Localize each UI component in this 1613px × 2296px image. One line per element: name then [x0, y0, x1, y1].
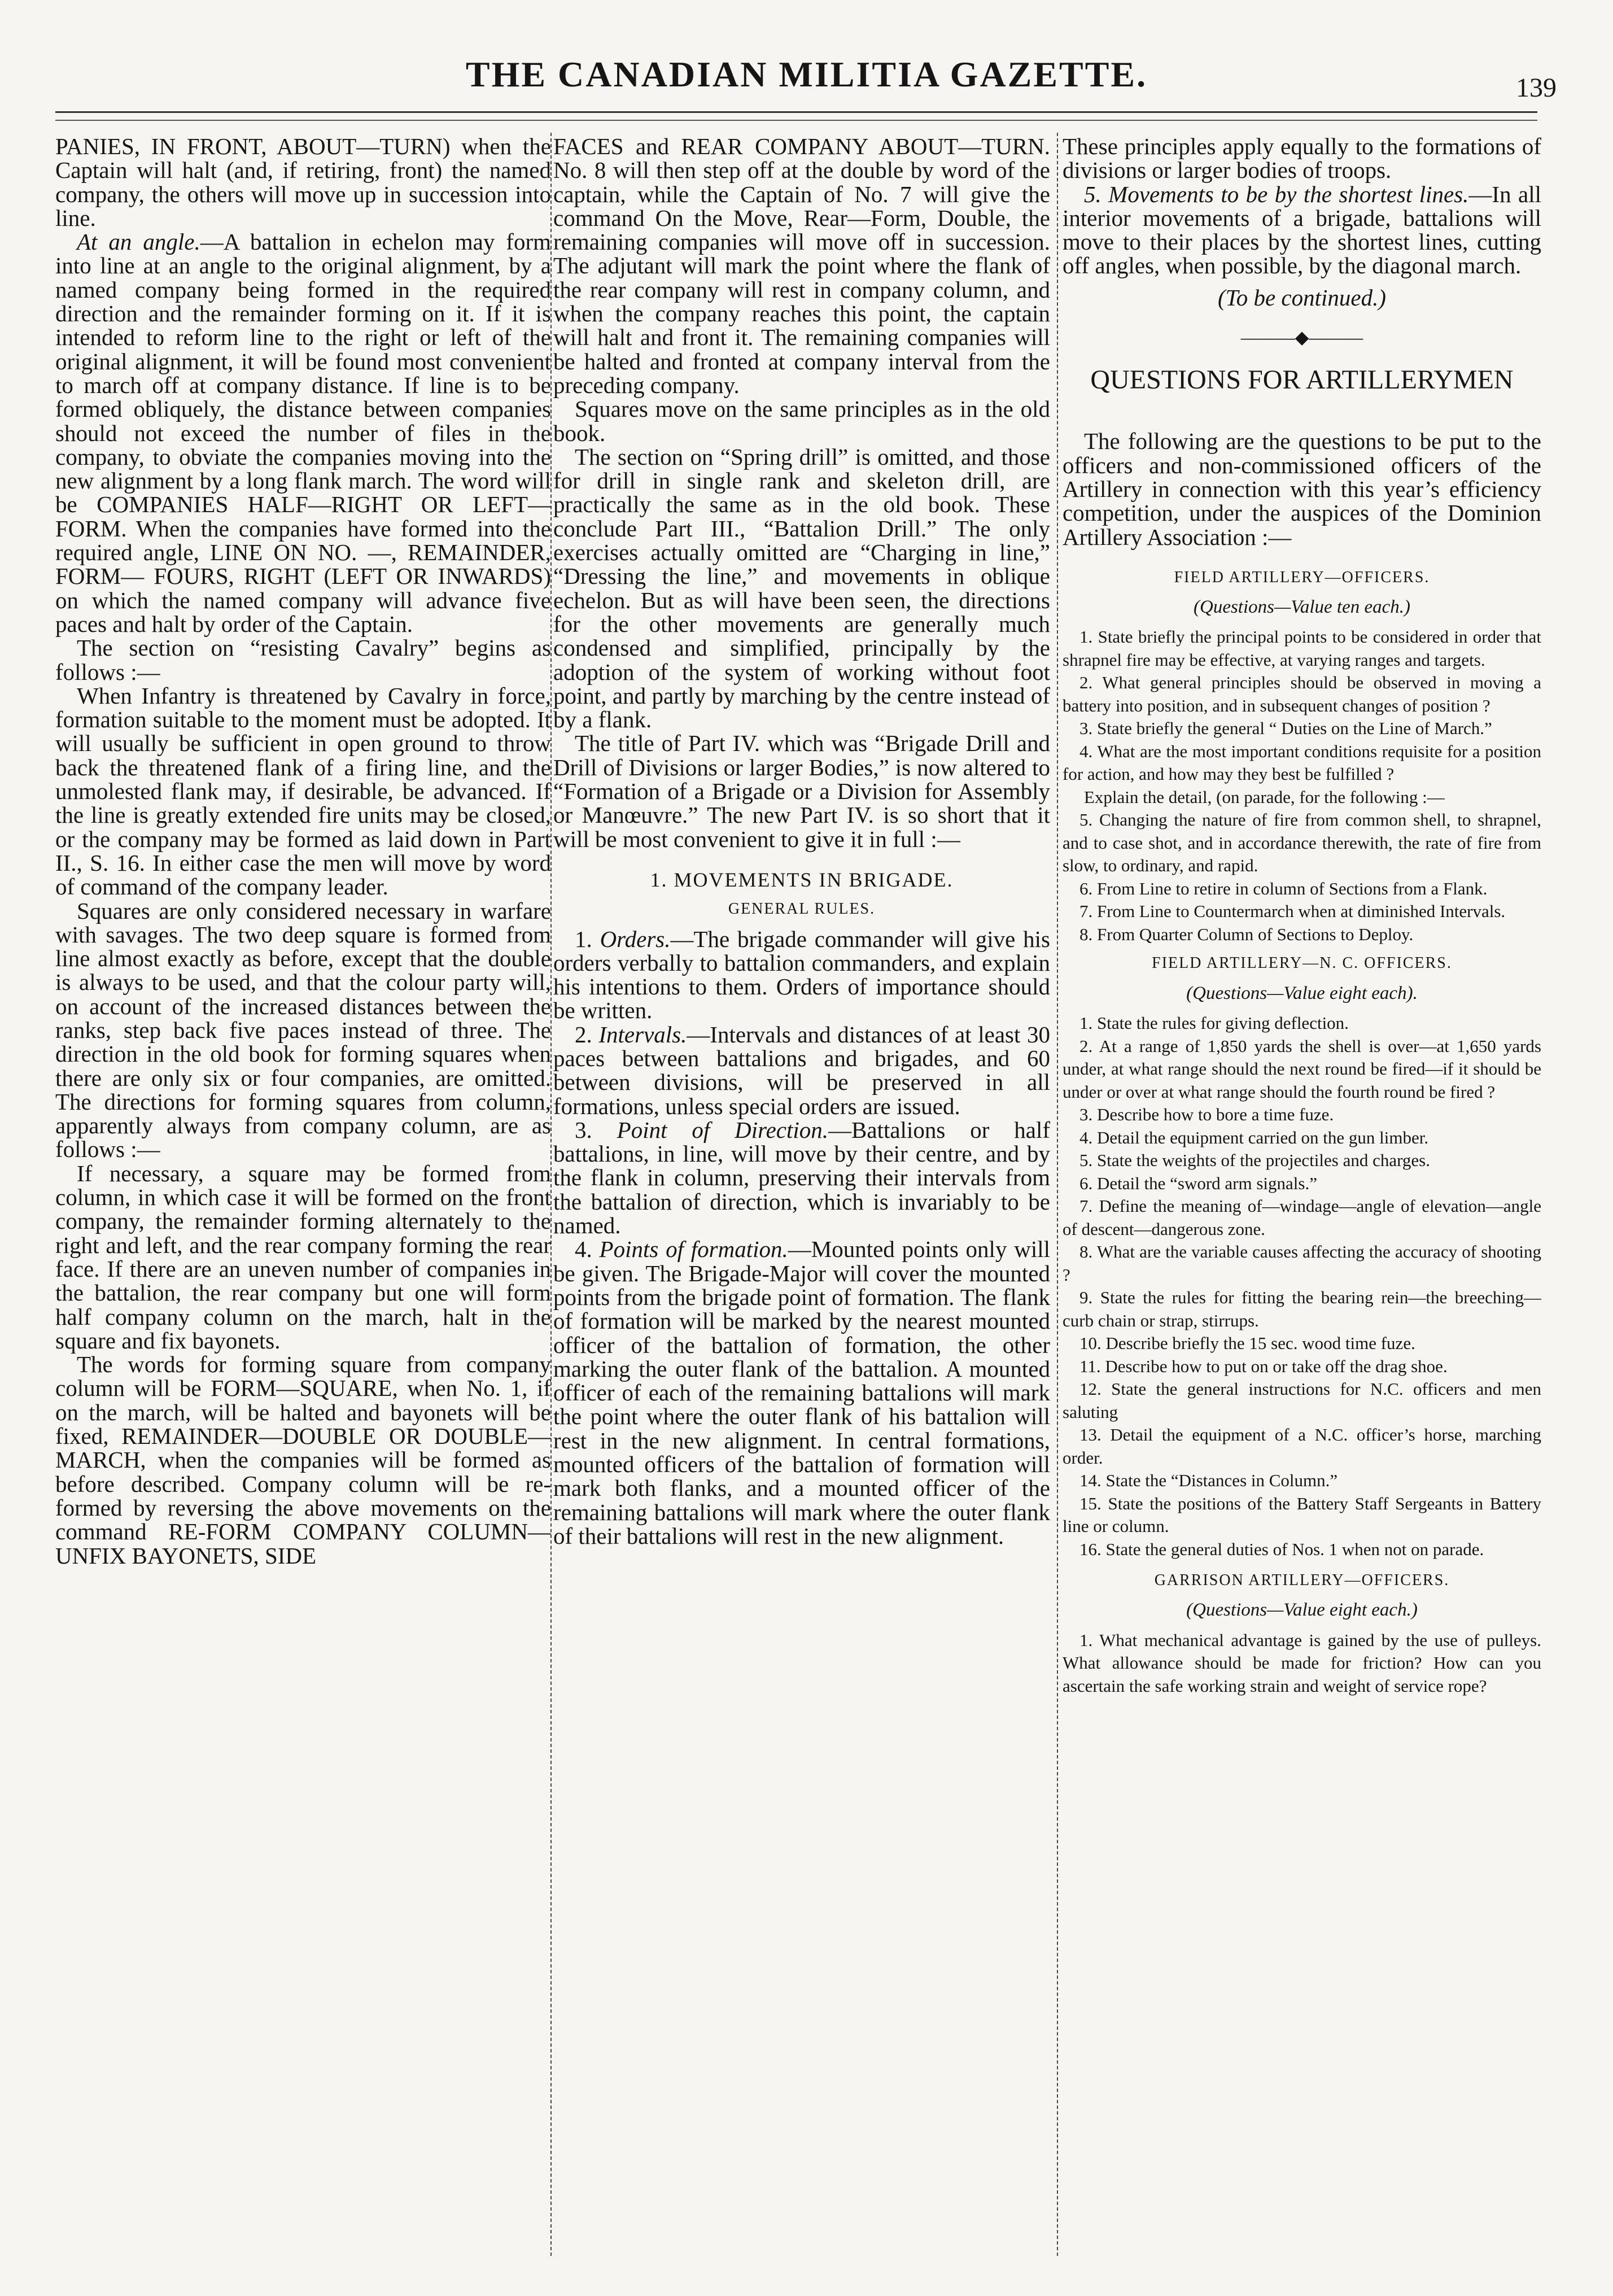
paragraph: FACES and REAR COMPANY ABOUT—TURN. No. 8 will then step off at the double by word of the captain, while the Captain of No. 7 will give the command On the Move, Rear—Form, Double, the remaining companies will move off in succession. The adjutant will mark the point where the flank of the rear company will rest in company column, and when the company reaches this point, the captain will halt and front it. The remaining companies will be halted and fronted at company interval from the preceding company. — [553, 134, 1050, 398]
inline-heading: Intervals. — [598, 1021, 687, 1047]
question-item: 7. From Line to Countermarch when at diminished Intervals. — [1079, 901, 1506, 922]
paragraph: These principles apply equally to the formations of divisions or larger bodies of troops. — [1063, 134, 1541, 184]
column-divider — [1057, 133, 1058, 2256]
paragraph-text: —Battalions or half battalions, in line, will move by their centre, and by the flank in column, preserving their intervals from the battalion of direction, which is invariably to be named. — [553, 1116, 1050, 1239]
paragraph-text: —In all interior movements of a brigade, battalions will move to their places by the shortest lines, cutting off angles, when possible, by the diagonal march. — [1063, 181, 1541, 279]
question-item: 1. State the rules for giving deflection. — [1079, 1013, 1349, 1033]
question-list — [1063, 809, 1541, 946]
paragraph — [1063, 182, 1541, 278]
continued-note: (To be continued.) — [1218, 284, 1386, 311]
column-2 — [553, 134, 1050, 2258]
question-item: 7. Define the meaning of—windage—angle of elevation—angle of descent—dangerous zone. — [1063, 1196, 1541, 1239]
question-item: 15. State the positions of the Battery Staff Sergeants in Battery line or column. — [1063, 1493, 1541, 1537]
section-subheading: (Questions—Value eight each.) — [1186, 1600, 1418, 1621]
question-item: 3. Describe how to bore a time fuze. — [1079, 1105, 1334, 1125]
header-rule-secondary — [55, 120, 1537, 121]
question-list — [1063, 1012, 1541, 1561]
quoted-paragraph: When Infantry is threatened by Cavalry in force, formation suitable to the moment must be adopted. It will usually be sufficient in open ground to throw back the threatened flank of a firing line, and the unmolested flank may, if desirable, be advanced. If the line is greatly extended fire units may be closed, or the company may be formed as laid down in Part II., S. 16. In either case the men will move by word of command of the company leader. — [55, 682, 551, 900]
section-title: 1. MOVEMENTS IN BRIGADE. — [650, 868, 954, 891]
paragraph-text: —Intervals and distances of at least 30 paces between battalions and brigades, and 60 between divisions, will be preserved in all formations, unless special orders are issued. — [553, 1021, 1050, 1119]
header-rule — [55, 111, 1537, 113]
question-item: 6. Detail the “sword arm signals.” — [1079, 1173, 1317, 1193]
column-1 — [55, 134, 551, 2258]
inline-heading: Points of formation. — [599, 1236, 788, 1263]
question-item: 8. What are the variable causes affecting the accuracy of shooting ? — [1063, 1242, 1541, 1285]
question-item: 10. Describe briefly the 15 sec. wood time fuze. — [1079, 1333, 1415, 1354]
inline-heading: Point of Direction. — [617, 1116, 829, 1143]
paragraph: The title of Part IV. which was “Brigade Drill and Drill of Divisions or larger Bodies,” is now altered to “Formation of a Brigade or a Division for Assembly or Manœuvre.” The new Part IV. is so short that it will be most convenient to give it in full :— — [553, 730, 1050, 852]
paragraph-text: —A battalion in echelon may form into line at an angle to the original alignment, by a named company being formed in the required direction and the remainder forming on it. If it is intended to reform line to the right or left of the original alignment, it will be found most convenient to march off at company distance. If line is to be formed obliquely, the distance between companies should not exceed the number of files in the company, to obviate the companies moving into the new alignment by a long flank march. The word will be COMPANIES HALF—RIGHT OR LEFT—FORM. When the companies have formed into the required angle, LINE ON NO. —, REMAINDER, FORM— FOURS, RIGHT (LEFT OR INWARDS) on which the named company will advance five paces and halt by order of the Captain. — [55, 229, 551, 637]
paragraph: The section on “Spring drill” is omitted, and those for drill in single rank and skeleton drill, are practically the same as in the old book. These conclude Part III., “Battalion Drill.” The only exercises actually omitted are “Charging in line,” “Dressing the line,” and movements in oblique echelon. But as will have been seen, the directions for the other movements are generally much condensed and simplified, principally by the adoption of the system of working without foot point, and partly by marching by the centre instead of by a flank. — [553, 443, 1050, 733]
question-list — [1063, 1629, 1541, 1698]
question-item: 1. What mechanical advantage is gained by the use of pulleys. What allowance should be made for friction? How can you ascertain the safe working strain and weight of service rope? — [1063, 1630, 1541, 1696]
question-item: 2. At a range of 1,850 yards the shell is over—at 1,650 yards under, at what range should the next round be fired—if it should be under or over at what range should the fourth round be fired ? — [1063, 1036, 1541, 1102]
question-item: 14. State the “Distances in Column.” — [1079, 1470, 1338, 1491]
rule-paragraph: 1. Orders.—The brigade commander will give his orders verbally to battalion commanders, and explain his intentions to them. Orders of importance should be written. — [553, 926, 1050, 1024]
question-list — [1063, 626, 1541, 786]
paragraph: Squares are only considered necessary in warfare with savages. The two deep square is formed from line almost exactly as before, except that the double is always to be used, and that the colour party will, on account of the increased distances between the ranks, step back five paces instead of three. The direction in the old book for forming squares when there are only six or four companies, are omitted. The directions for forming squares from column, apparently always from company column, are as follows :— — [55, 897, 551, 1163]
question-item: 9. State the rules for fitting the bearing rein—the breeching—curb chain or strap, stirrups. — [1063, 1287, 1541, 1330]
section-heading: FIELD ARTILLERY—N. C. OFFICERS. — [1152, 954, 1452, 972]
question-item: 2. What general principles should be observed in moving a battery into position, and in subsequent changes of position ? — [1063, 673, 1541, 715]
masthead-title: THE CANADIAN MILITIA GAZETTE. — [465, 54, 1148, 94]
section-subheading: (Questions—Value ten each.) — [1194, 597, 1410, 618]
paragraph-text: —Mounted points only will be given. The Brigade-Major will cover the mounted points from the brigade point of formation. The flank of formation will be marked by the nearest mounted officer of the battalion of formation, the other marking the outer flank of the battalion. A mounted officer of each of the remaining battalions will mark the point where the outer flank of his battalion will rest in the new alignment. In central formations, mounted officers of the battalion of formation will mark both flanks, and a mounted officer of the remaining battalions will mark where the outer flank of their battalions will rest in the new alignment. — [553, 1236, 1050, 1549]
question-item: 13. Detail the equipment of a N.C. officer’s horse, marching order. — [1063, 1425, 1541, 1468]
paragraph: PANIES, IN FRONT, ABOUT—TURN) when the Captain will halt (and, if retiring, front) the named company, the others will move up in succession into line. — [55, 134, 551, 231]
inline-heading: At an angle. — [77, 229, 200, 255]
paragraph — [55, 230, 551, 636]
section-heading: GARRISON ARTILLERY—OFFICERS. — [1154, 1572, 1450, 1590]
question-item: 1. State briefly the principal points to be considered in order that shrapnel fire may be effective, at varying ranges and targets. — [1063, 627, 1541, 670]
inline-heading: Orders. — [600, 926, 671, 952]
paragraph: The words for forming square from company column will be FORM—SQUARE, when No. 1, if on the march, will be halted and bayonets will be fixed, REMAINDER—DOUBLE OR DOUBLE—MARCH, when the companies will be formed as before described. Company column will be re-formed by reversing the above movements on the command RE-FORM COMPANY COLUMN—UNFIX BAYONETS, SIDE — [55, 1351, 551, 1569]
inline-heading: 5. Movements to be by the shortest lines. — [1084, 181, 1469, 207]
section-divider: ———◆——— — [1240, 327, 1363, 348]
paragraph: Squares move on the same principles as in the old book. — [553, 396, 1050, 446]
rule-paragraph: 2. Intervals.—Intervals and distances of at least 30 paces between battalions and brigades, and 60 between divisions, will be preserved in all formations, unless special orders are issued. — [553, 1021, 1050, 1119]
article-title: QUESTIONS FOR ARTILLERYMEN — [1090, 365, 1514, 395]
question-item: 11. Describe how to put on or take off the drag shoe. — [1079, 1356, 1448, 1376]
question-item: 4. What are the most important conditions requisite for a position for action, and how may they best be fulfilled ? — [1063, 741, 1541, 784]
question-item: 12. State the general instructions for N.C. officers and men saluting — [1063, 1379, 1541, 1422]
paragraph-text: —The brigade commander will give his orders verbally to battalion commanders, and explain his intentions to them. Orders of importance should be written. — [553, 926, 1050, 1024]
instruction-text: Explain the detail, (on parade, for the following :— — [1084, 787, 1445, 807]
column-3 — [1063, 134, 1541, 2258]
rule-paragraph: 3. Point of Direction.—Battalions or half battalions, in line, will move by their centre, and by the flank in column, preserving their intervals from the battalion of direction, which is invariably to be named. — [553, 1116, 1050, 1239]
section-heading: FIELD ARTILLERY—OFFICERS. — [1174, 568, 1430, 586]
question-item: 5. Changing the nature of fire from common shell, to shrapnel, and to case shot, and in accordance therewith, the rate of fire from slow, to ordinary, and rapid. — [1063, 810, 1541, 876]
question-item: 8. From Quarter Column of Sections to Deploy. — [1079, 924, 1414, 944]
page-header — [0, 0, 1613, 130]
paragraph: The following are the questions to be put to the officers and non-commissioned officers of the Artillery in connection with this year’s efficiency competition, under the auspices of the Dominion Artillery Association :— — [1063, 428, 1541, 550]
question-item: 6. From Line to retire in column of Sections from a Flank. — [1079, 878, 1488, 898]
section-subheading: (Questions—Value eight each). — [1186, 983, 1418, 1003]
quoted-paragraph: If necessary, a square may be formed from column, in which case it will be formed on the front company, the remainder forming alternately to the right and left, and the rear company forming the rear face. If there are an uneven number of companies in the battalion, the rear company but one will form half company column on the march, halt in the square and fix bayonets. — [55, 1160, 551, 1354]
question-item: 3. State briefly the general “ Duties on the Line of March.” — [1079, 718, 1492, 739]
question-item: 4. Detail the equipment carried on the gun limber. — [1079, 1127, 1429, 1147]
question-item: 16. State the general duties of Nos. 1 when not on parade. — [1079, 1539, 1484, 1559]
paragraph: The section on “resisting Cavalry” begins as follows :— — [55, 635, 551, 685]
subsection-title: GENERAL RULES. — [728, 900, 876, 918]
page-number: 139 — [1516, 73, 1557, 103]
rule-paragraph: 4. Points of formation.—Mounted points only will be given. The Brigade-Major will cover the mounted points from the brigade point of formation. The flank of formation will be marked by the nearest mounted officer of the battalion of formation, the other marking the outer flank of the battalion. A mounted officer of each of the remaining battalions will mark the point where the outer flank of his battalion will rest in the new alignment. In central formations, mounted officers of the battalion of formation will mark both flanks, and a mounted officer of the remaining battalions will mark where the outer flank of their battalions will rest in the new alignment. — [553, 1236, 1050, 1549]
question-item: 5. State the weights of the projectiles and charges. — [1079, 1150, 1430, 1171]
